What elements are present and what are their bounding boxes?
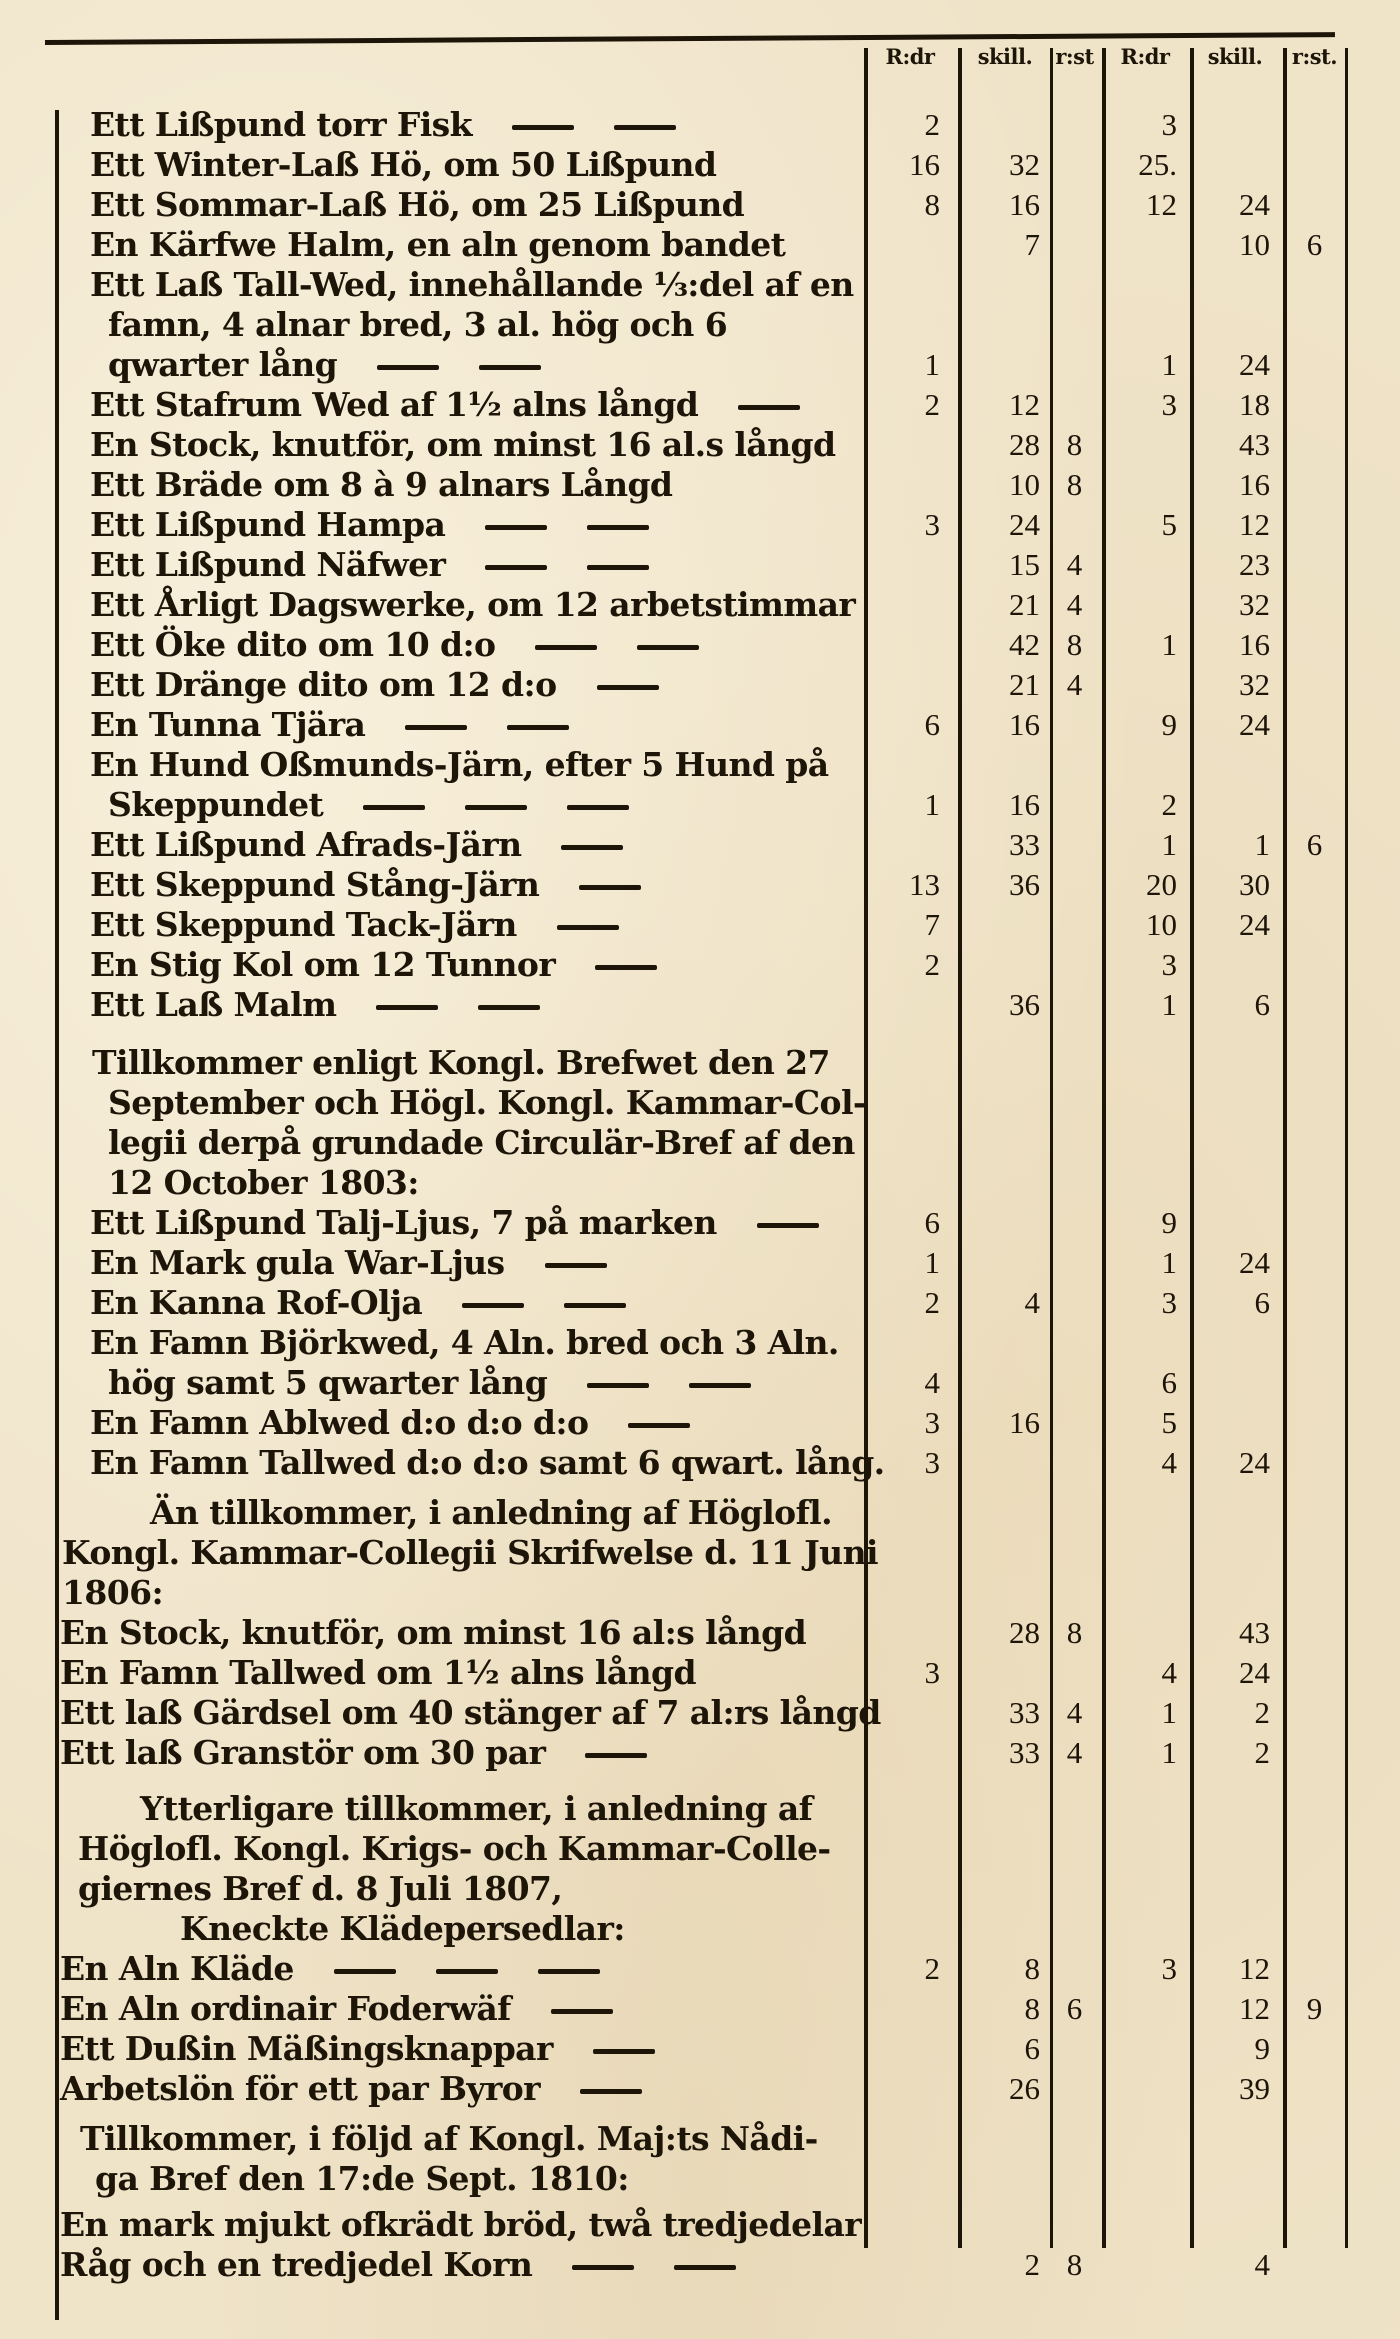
item-label (90, 625, 860, 665)
section-text-line: legii derpå grundade Circulär-Bref af den (108, 1123, 855, 1162)
item-label-text: Ett Skeppund Tack-Järn (90, 905, 517, 944)
dash-rule (538, 1969, 600, 1974)
value-skilling-2: 6 (1254, 1285, 1270, 1320)
value-riksdaler-1: 4 (924, 1365, 940, 1400)
value-skilling-1: 7 (1024, 227, 1040, 262)
item-label (60, 1653, 830, 1693)
value-skilling-2: 2 (1254, 1735, 1270, 1770)
value-riksdaler-1: 13 (909, 867, 940, 902)
item-label-text: En Kanna Rof-Olja (90, 1283, 423, 1322)
value-skilling-2: 24 (1239, 347, 1270, 382)
table-row (0, 545, 1400, 585)
value-riksdaler-2: 1 (1161, 987, 1177, 1022)
value-riksdaler-1: 6 (924, 1205, 940, 1240)
table-row (0, 185, 1400, 225)
table-row (0, 1323, 1400, 1363)
value-skilling-1: 36 (1009, 987, 1040, 1022)
value-riksdaler-2: 5 (1161, 507, 1177, 542)
dash-rule (580, 2089, 642, 2094)
value-riksdaler-2: 6 (1161, 1365, 1177, 1400)
value-skilling-1: 16 (1009, 187, 1040, 222)
item-label (108, 1363, 878, 1403)
dash-rule (587, 1383, 649, 1388)
item-label-text: En Aln Kläde (60, 1949, 294, 1988)
dash-rule (587, 525, 649, 530)
item-label (90, 1243, 860, 1283)
value-riksdaler-2: 20 (1146, 867, 1177, 902)
value-skilling-1: 16 (1009, 707, 1040, 742)
value-skilling-2: 12 (1239, 1951, 1270, 1986)
value-runstycken-1: 4 (1066, 587, 1083, 622)
item-label-text: Ett Dußin Mäßingsknappar (60, 2029, 553, 2068)
section-text-line: 1806: (62, 1573, 164, 1612)
value-riksdaler-2: 25. (1138, 147, 1177, 182)
item-label-text: En Stig Kol om 12 Tunnor (90, 945, 556, 984)
value-riksdaler-2: 3 (1161, 1951, 1177, 1986)
table-row (0, 945, 1400, 985)
item-label (108, 345, 878, 385)
item-label (90, 865, 860, 905)
value-riksdaler-2: 9 (1161, 707, 1177, 742)
dash-rule (465, 805, 527, 810)
value-runstycken-1: 4 (1066, 667, 1083, 702)
item-label-text: famn, 4 alnar bred, 3 al. hög och 6 (108, 305, 728, 344)
value-riksdaler-1: 6 (924, 707, 940, 742)
section-text-line: 12 October 1803: (108, 1163, 419, 1202)
item-label-text: En Famn Tallwed om 1½ alns långd (60, 1653, 696, 1692)
item-label-text: En Mark gula War-Ljus (90, 1243, 505, 1282)
value-skilling-1: 33 (1009, 1695, 1040, 1730)
value-riksdaler-2: 1 (1161, 1735, 1177, 1770)
table-row (0, 1653, 1400, 1693)
item-label (60, 2245, 830, 2285)
value-riksdaler-2: 4 (1161, 1445, 1177, 1480)
item-label (90, 1403, 860, 1443)
value-riksdaler-2: 1 (1161, 347, 1177, 382)
item-label-text: Ett laß Granstör om 30 par (60, 1733, 546, 1772)
value-riksdaler-2: 2 (1161, 787, 1177, 822)
item-label-text: En Kärfwe Halm, en aln genom bandet (90, 225, 786, 264)
value-skilling-1: 33 (1009, 1735, 1040, 1770)
value-riksdaler-2: 1 (1161, 827, 1177, 862)
value-runstycken-1: 6 (1066, 1991, 1083, 2026)
table-row (0, 2205, 1400, 2245)
value-skilling-2: 23 (1239, 547, 1270, 582)
value-skilling-2: 39 (1239, 2071, 1270, 2106)
value-riksdaler-2: 10 (1146, 907, 1177, 942)
value-skilling-2: 24 (1239, 1445, 1270, 1480)
item-label (60, 2069, 830, 2109)
value-skilling-1: 4 (1024, 1285, 1040, 1320)
item-label-text: En Famn Björkwed, 4 Aln. bred och 3 Aln. (90, 1323, 839, 1362)
value-skilling-2: 6 (1254, 987, 1270, 1022)
table-row (0, 1733, 1400, 1773)
dash-rule (561, 845, 623, 850)
item-label-text: hög samt 5 qwarter lång (108, 1363, 548, 1402)
item-label (60, 1949, 830, 1989)
item-label-text: En Famn Tallwed d:o d:o samt 6 qwart. lång. (90, 1443, 885, 1482)
dash-rule (535, 645, 597, 650)
item-label (90, 225, 860, 265)
item-label-text: En mark mjukt ofkrädt bröd, twå tredjedelar (60, 2205, 862, 2244)
dash-rule (572, 2265, 634, 2270)
value-skilling-2: 10 (1239, 227, 1270, 262)
value-riksdaler-2: 3 (1161, 1285, 1177, 1320)
value-skilling-1: 28 (1009, 427, 1040, 462)
table-row (0, 425, 1400, 465)
value-riksdaler-2: 3 (1161, 947, 1177, 982)
table-row (0, 985, 1400, 1025)
table-row (0, 465, 1400, 505)
table-row (0, 785, 1400, 825)
dash-rule (628, 1423, 690, 1428)
dash-rule (597, 685, 659, 690)
item-label-text: Ett Laß Malm (90, 985, 337, 1024)
item-label-text: Ett laß Gärdsel om 40 stänger af 7 al:rs långd (60, 1693, 881, 1732)
item-label-text: En Tunna Tjära (90, 705, 366, 744)
dash-rule (557, 925, 619, 930)
value-skilling-2: 24 (1239, 907, 1270, 942)
item-label (90, 545, 860, 585)
dash-rule (585, 1753, 647, 1758)
value-riksdaler-1: 2 (924, 387, 940, 422)
value-skilling-1: 24 (1009, 507, 1040, 542)
item-label-text: En Aln ordinair Foderwäf (60, 1989, 511, 2028)
item-label-text: Skeppundet (108, 785, 324, 824)
value-skilling-2: 16 (1239, 467, 1270, 502)
table-row (0, 345, 1400, 385)
value-riksdaler-1: 2 (924, 1285, 940, 1320)
dash-rule (587, 565, 649, 570)
section-text-line: Höglofl. Kongl. Krigs- och Kammar-Colle- (78, 1829, 831, 1868)
dash-rule (689, 1383, 751, 1388)
value-skilling-1: 36 (1009, 867, 1040, 902)
value-skilling-2: 4 (1254, 2247, 1270, 2282)
item-label-text: Ett Lißpund Talj-Ljus, 7 på marken (90, 1203, 717, 1242)
item-label (108, 305, 878, 345)
item-label-text: Ett Skeppund Stång-Järn (90, 865, 540, 904)
item-label-text: Ett Laß Tall-Wed, innehållande ⅓:del af en (90, 265, 854, 304)
value-skilling-1: 28 (1009, 1615, 1040, 1650)
value-runstycken-1: 8 (1066, 467, 1083, 502)
item-label-text: En Stock, knutför, om minst 16 al.s långd (90, 425, 836, 464)
item-label (90, 825, 860, 865)
value-riksdaler-2: 3 (1161, 107, 1177, 142)
section-text-line: giernes Bref d. 8 Juli 1807, (78, 1869, 563, 1908)
item-label-text: Ett Stafrum Wed af 1½ alns långd (90, 385, 699, 424)
dash-rule (614, 125, 676, 130)
value-skilling-2: 12 (1239, 507, 1270, 542)
section-text-line: Än tillkommer, i anledning af Höglofl. (150, 1493, 832, 1532)
item-label-text: Ett Lißpund Hampa (90, 505, 446, 544)
value-runstycken-1: 4 (1066, 547, 1083, 582)
item-label (108, 785, 878, 825)
value-runstycken-1: 8 (1066, 2247, 1083, 2282)
value-riksdaler-2: 12 (1146, 187, 1177, 222)
value-skilling-2: 43 (1239, 427, 1270, 462)
table-row (0, 1989, 1400, 2029)
table-row (0, 2069, 1400, 2109)
value-runstycken-2: 9 (1306, 1991, 1323, 2026)
value-skilling-1: 8 (1024, 1951, 1040, 1986)
dash-rule (551, 2009, 613, 2014)
dash-rule (507, 725, 569, 730)
value-skilling-1: 16 (1009, 1405, 1040, 1440)
item-label (90, 385, 860, 425)
value-skilling-1: 15 (1009, 547, 1040, 582)
header-skilling-2: skill. (1207, 44, 1263, 69)
item-label-text: Ett Sommar-Laß Hö, om 25 Lißpund (90, 185, 745, 224)
table-row (0, 905, 1400, 945)
item-label (60, 1989, 830, 2029)
value-skilling-1: 21 (1009, 587, 1040, 622)
table-row (0, 1613, 1400, 1653)
value-riksdaler-2: 1 (1161, 1695, 1177, 1730)
item-label-text: Ett Lißpund Afrads-Järn (90, 825, 522, 864)
value-riksdaler-2: 1 (1161, 1245, 1177, 1280)
item-label (90, 585, 860, 625)
table-row (0, 745, 1400, 785)
dash-rule (637, 645, 699, 650)
item-label (90, 505, 860, 545)
value-riksdaler-1: 7 (924, 907, 940, 942)
dash-rule (405, 725, 467, 730)
value-skilling-1: 12 (1009, 387, 1040, 422)
item-label-text: Ett Årligt Dagswerke, om 12 arbetstimmar (90, 585, 856, 624)
item-label-text: Ett Lißpund Näfwer (90, 545, 446, 584)
table-row (0, 825, 1400, 865)
item-label-text: Ett Lißpund torr Fisk (90, 105, 472, 144)
item-label (90, 945, 860, 985)
value-skilling-2: 9 (1254, 2031, 1270, 2066)
dash-rule (363, 805, 425, 810)
value-runstycken-1: 8 (1066, 627, 1083, 662)
dash-rule (738, 405, 800, 410)
item-label-text: Råg och en tredjedel Korn (60, 2245, 533, 2284)
value-skilling-1: 32 (1009, 147, 1040, 182)
value-riksdaler-1: 3 (924, 1445, 940, 1480)
header-riksdaler-1: R:dr (885, 44, 935, 69)
value-riksdaler-1: 3 (924, 507, 940, 542)
item-label-text: Ett Öke dito om 10 d:o (90, 625, 496, 664)
item-label (90, 185, 860, 225)
value-runstycken-2: 6 (1306, 827, 1323, 862)
value-runstycken-1: 4 (1066, 1735, 1083, 1770)
value-runstycken-1: 8 (1066, 1615, 1083, 1650)
value-riksdaler-1: 3 (924, 1405, 940, 1440)
value-skilling-2: 2 (1254, 1695, 1270, 1730)
table-row (0, 1949, 1400, 1989)
value-riksdaler-2: 5 (1161, 1405, 1177, 1440)
header-riksdaler-2: R:dr (1120, 44, 1170, 69)
value-skilling-2: 32 (1239, 667, 1270, 702)
value-skilling-2: 30 (1239, 867, 1270, 902)
value-skilling-2: 18 (1239, 387, 1270, 422)
table-row (0, 665, 1400, 705)
table-row (0, 145, 1400, 185)
value-skilling-2: 12 (1239, 1991, 1270, 2026)
item-label (90, 425, 860, 465)
value-skilling-1: 33 (1009, 827, 1040, 862)
section-text-line: Kongl. Kammar-Collegii Skrifwelse d. 11 Juni (62, 1533, 878, 1572)
table-row (0, 1363, 1400, 1403)
value-riksdaler-1: 8 (924, 187, 940, 222)
value-skilling-1: 26 (1009, 2071, 1040, 2106)
value-riksdaler-2: 3 (1161, 387, 1177, 422)
value-skilling-2: 24 (1239, 187, 1270, 222)
table-row (0, 385, 1400, 425)
item-label (90, 1323, 860, 1363)
item-label (60, 1733, 830, 1773)
dash-rule (595, 965, 657, 970)
value-skilling-1: 16 (1009, 787, 1040, 822)
table-row (0, 1243, 1400, 1283)
table-row (0, 305, 1400, 345)
value-skilling-1: 21 (1009, 667, 1040, 702)
value-riksdaler-1: 2 (924, 107, 940, 142)
header-runstycken-2: r:st. (1291, 44, 1338, 69)
value-riksdaler-2: 4 (1161, 1655, 1177, 1690)
item-label-text: En Famn Ablwed d:o d:o d:o (90, 1403, 589, 1442)
value-skilling-2: 24 (1239, 1245, 1270, 1280)
dash-rule (512, 125, 574, 130)
item-label (90, 1283, 860, 1323)
item-label (90, 1443, 885, 1483)
table-row (0, 705, 1400, 745)
section-text-line: Tillkommer enligt Kongl. Brefwet den 27 (92, 1043, 830, 1082)
item-label (90, 145, 860, 185)
dash-rule (757, 1223, 819, 1228)
table-row (0, 105, 1400, 145)
item-label (90, 705, 860, 745)
value-skilling-2: 1 (1254, 827, 1270, 862)
dash-rule (564, 1303, 626, 1308)
item-label-text: Ett Bräde om 8 à 9 alnars Långd (90, 465, 673, 504)
dash-rule (376, 1005, 438, 1010)
dash-rule (479, 365, 541, 370)
value-riksdaler-2: 1 (1161, 627, 1177, 662)
value-runstycken-1: 4 (1066, 1695, 1083, 1730)
dash-rule (478, 1005, 540, 1010)
table-row (0, 1283, 1400, 1323)
value-riksdaler-1: 2 (924, 1951, 940, 1986)
section-text-line: September och Högl. Kongl. Kammar-Col- (108, 1083, 866, 1122)
item-label (60, 1693, 881, 1733)
table-row (0, 505, 1400, 545)
item-label-text: Ett Winter-Laß Hö, om 50 Lißpund (90, 145, 717, 184)
value-riksdaler-1: 1 (924, 1245, 940, 1280)
item-label (60, 2029, 830, 2069)
table-row (0, 2029, 1400, 2069)
item-label-text: Arbetslön för ett par Byror (60, 2069, 540, 2108)
item-label (90, 665, 860, 705)
table-row (0, 625, 1400, 665)
header-skilling-1: skill. (977, 44, 1033, 69)
item-label (90, 465, 860, 505)
dash-rule (579, 885, 641, 890)
item-label (90, 745, 860, 785)
value-skilling-2: 24 (1239, 1655, 1270, 1690)
item-label (60, 1613, 830, 1653)
dash-rule (462, 1303, 524, 1308)
table-row (0, 1403, 1400, 1443)
value-riksdaler-1: 1 (924, 787, 940, 822)
value-riksdaler-1: 16 (909, 147, 940, 182)
item-label (90, 105, 860, 145)
dash-rule (593, 2049, 655, 2054)
item-label-text: En Hund Oßmunds-Järn, efter 5 Hund på (90, 745, 829, 784)
item-label-text: Ett Dränge dito om 12 d:o (90, 665, 557, 704)
value-skilling-1: 10 (1009, 467, 1040, 502)
dash-rule (436, 1969, 498, 1974)
item-label (60, 2205, 862, 2245)
value-skilling-2: 16 (1239, 627, 1270, 662)
dash-rule (567, 805, 629, 810)
dash-rule (377, 365, 439, 370)
section-text-line: ga Bref den 17:de Sept. 1810: (95, 2159, 629, 2198)
value-riksdaler-1: 1 (924, 347, 940, 382)
table-row (0, 865, 1400, 905)
table-row (0, 2245, 1400, 2285)
item-label (90, 265, 860, 305)
item-label-text: En Stock, knutför, om minst 16 al:s långd (60, 1613, 807, 1652)
value-skilling-1: 8 (1024, 1991, 1040, 2026)
dash-rule (674, 2265, 736, 2270)
value-riksdaler-2: 9 (1161, 1205, 1177, 1240)
value-skilling-2: 24 (1239, 707, 1270, 742)
table-row (0, 1203, 1400, 1243)
dash-rule (485, 525, 547, 530)
value-riksdaler-1: 3 (924, 1655, 940, 1690)
value-runstycken-1: 8 (1066, 427, 1083, 462)
dash-rule (334, 1969, 396, 1974)
dash-rule (545, 1263, 607, 1268)
table-row (0, 1693, 1400, 1733)
table-row (0, 1443, 1400, 1483)
value-skilling-2: 32 (1239, 587, 1270, 622)
section-text-line: Tillkommer, i följd af Kongl. Maj:ts Nådi- (80, 2119, 818, 2158)
value-skilling-2: 43 (1239, 1615, 1270, 1650)
table-row (0, 265, 1400, 305)
item-label (90, 1203, 860, 1243)
section-text-line: Ytterligare tillkommer, i anledning af (140, 1789, 813, 1828)
value-skilling-1: 6 (1024, 2031, 1040, 2066)
value-skilling-1: 2 (1024, 2247, 1040, 2282)
value-runstycken-2: 6 (1306, 227, 1323, 262)
item-label (90, 905, 860, 945)
item-label-text: qwarter lång (108, 345, 338, 384)
value-riksdaler-1: 2 (924, 947, 940, 982)
header-runstycken-1: r:st (1055, 44, 1094, 69)
table-row (0, 225, 1400, 265)
value-skilling-1: 42 (1009, 627, 1040, 662)
item-label (90, 985, 860, 1025)
table-row (0, 585, 1400, 625)
subheading: Kneckte Klädepersedlar: (180, 1909, 625, 1948)
dash-rule (485, 565, 547, 570)
